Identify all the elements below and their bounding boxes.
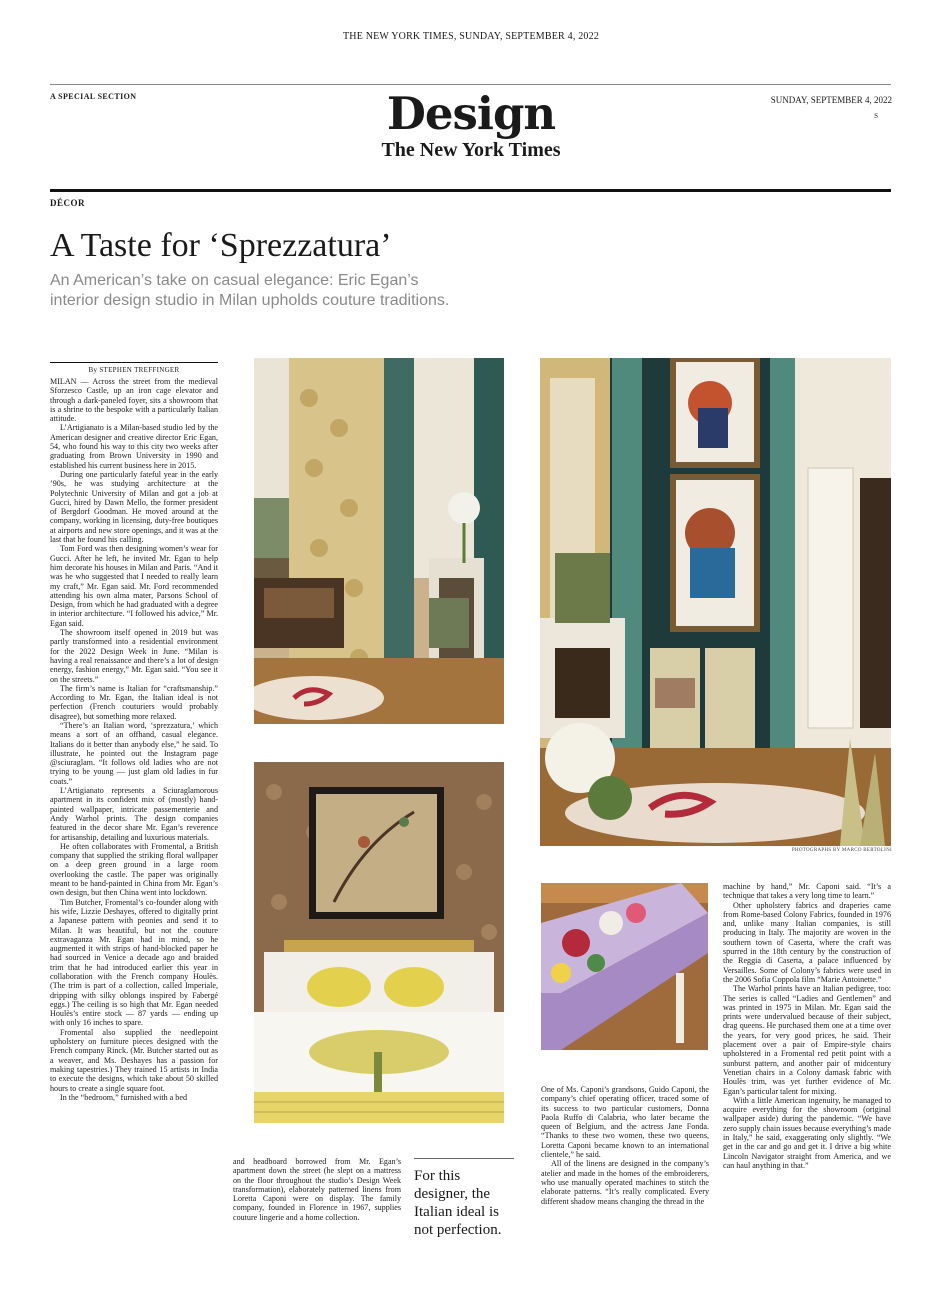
paragraph: and headboard borrowed from Mr. Egan’s apartment down the street (he slept on a mattress on the floor throughout the studio’s Design Week transformation), elaborately patterned linens from Loretta Caponi were on display. The family company, founded in Florence in 1967, supplies couture lingerie and a home collection. bbox=[233, 1157, 401, 1222]
paragraph: The Warhol prints have an Italian pedigree, too: The series is called “Ladies and Gentlemen” and was printed in 1975 in Milan. Mr. Egan said the prints were undervalued because of their subject, drag queens. He purchased them one at a time over the years, for very good prices, he said. Their placement over a pair of Empire-style chairs upholstered in a Fromental red petit point with a sunburst pattern, and another pair of midcentury Venetian chairs in a Colony damask fabric with Houlès trim, was yet further evidence of Mr. Egan’s particular talent for mixing. bbox=[723, 984, 891, 1096]
photo-living-room bbox=[254, 358, 504, 724]
paragraph: L’Artigianato is a Milan-based studio led by the American designer and creative director Eric Egan, 54, who found his way to this city two weeks after graduating from Brown University in 1990 and established his current business here in 2015. bbox=[50, 423, 218, 470]
newspaper-logo: The New York Times bbox=[381, 139, 561, 161]
warhol-room-illustration bbox=[540, 358, 891, 846]
headline: A Taste for ‘Sprezzatura’ bbox=[50, 227, 392, 264]
paragraph: Tom Ford was then designing women’s wear for Gucci. After he left, he invited Mr. Egan to help him decorate his houses in Milan and Paris. “And it was he who suggested that I needed to really learn my craft,” Mr. Egan said. Mr. Ford recommended attending his own alma mater, Parsons School of Design, from which he had graduated with a degree in interior architecture. “I followed his advice,” Mr. Egan said. bbox=[50, 544, 218, 628]
masthead-rule bbox=[50, 189, 891, 192]
header-date: SUNDAY, SEPTEMBER 4, 2022 bbox=[770, 95, 892, 105]
living-room-illustration bbox=[254, 358, 504, 724]
paragraph: All of the linens are designed in the company’s atelier and made in the homes of the embroiderers, who use manually operated machines to stitch the elaborate patterns. “It’s really complicated. Every different shadow means changing the thread in the bbox=[541, 1159, 709, 1206]
paragraph: The showroom itself opened in 2019 but was partly transformed into a residential environment for the 2022 Design Week in June. “Milan is having a real renaissance and there’s a lot of design energy, fashion energy,” Mr. Egan said. “You see it on the streets.” bbox=[50, 628, 218, 684]
paragraph: With a little American ingenuity, he managed to acquire everything for the showroom (original wallpaper aside) during the pandemic. “We have zero supply chain issues because everything’s made in Italy,” he said, exaggerating only slightly. “We get in the car and go and get it. I drive a big white Lincoln Navigator straight from America, and we can haul anything in that.” bbox=[723, 1095, 891, 1170]
column-1 bbox=[50, 377, 218, 1239]
special-section-label: A SPECIAL SECTION bbox=[50, 92, 137, 101]
paragraph: Fromental also supplied the needlepoint upholstery on furniture pieces designed with the French company Rinck. (Mr. Butcher started out as a weaver, and Ms. Deshayes has a passion for making tapestries.) They trained 15 artists in India to execute the designs, which take about 50 skilled hours to create a single square foot. bbox=[50, 1027, 218, 1093]
paragraph: L’Artigianato represents a Sciuraglamorous apartment in its confident mix of (mostly) hand-painted wallpaper, intricate passementerie and Andy Warhol prints. The design companies featured in the decor share Mr. Egan’s reverence for artisanship, detailing and luxurious materials. bbox=[50, 786, 218, 842]
bench-illustration bbox=[541, 883, 708, 1050]
kicker: DÉCOR bbox=[50, 198, 86, 208]
photo-credit: PHOTOGRAPHS BY MARCO BERTOLINI bbox=[791, 848, 892, 853]
paragraph: During one particularly fateful year in the early ’90s, he was studying architecture at the Polytechnic University of Milan and got a job at Gucci, hired by Dawn Mello, the former president of Bergdorf Goodman. He moved around at the company, working in licensing, duty-free boutiques at airports and new store openings, and it was at the last that he found his calling. bbox=[50, 469, 218, 545]
header-rule bbox=[50, 84, 891, 85]
paragraph: Other upholstery fabrics and draperies came from Rome-based Colony Fabrics, founded in 1976 and, unlike many Italian companies, is still producing in Italy. The majority are woven in the southern town of Caserta, where the craft was spurred in the 18th century by the construction of the Reggia di Caserta, a palace influenced by Versailles. Some of Colony’s fabrics were used in the 2006 Sofia Coppola film “Marie Antoinette.” bbox=[723, 900, 891, 984]
pull-quote: For this designer, the Italian ideal is not perfection. bbox=[414, 1158, 514, 1239]
photo-warhol-room bbox=[540, 358, 891, 846]
paragraph: In the “bedroom,” furnished with a bed bbox=[60, 1092, 187, 1102]
header-date-block bbox=[771, 92, 892, 124]
bedroom-illustration bbox=[254, 762, 504, 1123]
photo-bench bbox=[541, 883, 708, 1050]
photo-bedroom bbox=[254, 762, 504, 1123]
newspaper-top-line: THE NEW YORK TIMES, SUNDAY, SEPTEMBER 4, 2022 bbox=[342, 31, 600, 42]
paragraph: machine by hand,” Mr. Caponi said. “It’s a technique that takes a very long time to learn.” bbox=[723, 882, 891, 901]
byline: By STEPHEN TREFFINGER bbox=[50, 362, 218, 374]
paragraph: One of Ms. Caponi’s grandsons, Guido Caponi, the company’s chief operating officer, traced some of its success to two particular customers, Donna Paola Ruffo di Calabria, who later became the queen of Belgium, and the actress Jane Fonda. “Thanks to these two women, these two queens, Loretta Caponi became known to an international clientele,” he said. bbox=[541, 1085, 709, 1160]
column-4 bbox=[723, 882, 891, 1239]
paragraph: Tim Butcher, Fromental’s co-founder along with his wife, Lizzie Deshayes, offered to digitally print a Japanese pattern with peonies and send it to Milan. It was beautiful, but not the couture extravaganza Mr. Egan had in mind, so he augmented it with strips of hand-blocked paper he had sourced in Venice a decade ago and braided trim that he had introduced earlier this year in collaboration with the French company Houlès. (The trim is part of a collection, called Imperiale, dripping with silky oblongs inspired by Fabergé eggs.) The ceiling is so high that Mr. Egan needed Houlès’s entire stock — 87 yards — ending up with only 16 inches to spare. bbox=[50, 897, 218, 1028]
paragraph: MILAN — Across the street from the medieval Sforzesco Castle, up an iron cage elevator and through a dark-paneled foyer, sits a showroom that is a shrine to the bespoke with a particularly Italian attitude. bbox=[50, 377, 218, 424]
paragraph: “There’s an Italian word, ‘sprezzatura,’ which means a sort of an offhand, casual elegance. Italians do it better than anybody else,” he said. To illustrate, he pointed out the Instagram page @sciuraglam. “It follows old ladies who are not trying to be young — just glam old ladies in fur coats.” bbox=[50, 720, 218, 786]
edition-letter: S bbox=[874, 112, 878, 120]
column-3 bbox=[541, 1085, 709, 1239]
section-title: Design bbox=[386, 87, 556, 140]
paragraph: The firm’s name is Italian for “craftsmanship.” According to Mr. Egan, the Italian ideal is not perfection (French couturiers would probably disagree), but something more relaxed. bbox=[50, 683, 218, 721]
column-2 bbox=[233, 1157, 401, 1239]
dek: An American’s take on casual elegance: Eric Egan’s interior design studio in Milan upholds couture traditions. bbox=[50, 272, 450, 309]
paragraph: He often collaborates with Fromental, a British company that supplied the striking floral wallpaper on a deep green ground in a large room overlooking the castle. The paper was originally meant to be hand-painted in China from Mr. Egan’s own design, but then China went into lockdown. bbox=[50, 841, 218, 898]
